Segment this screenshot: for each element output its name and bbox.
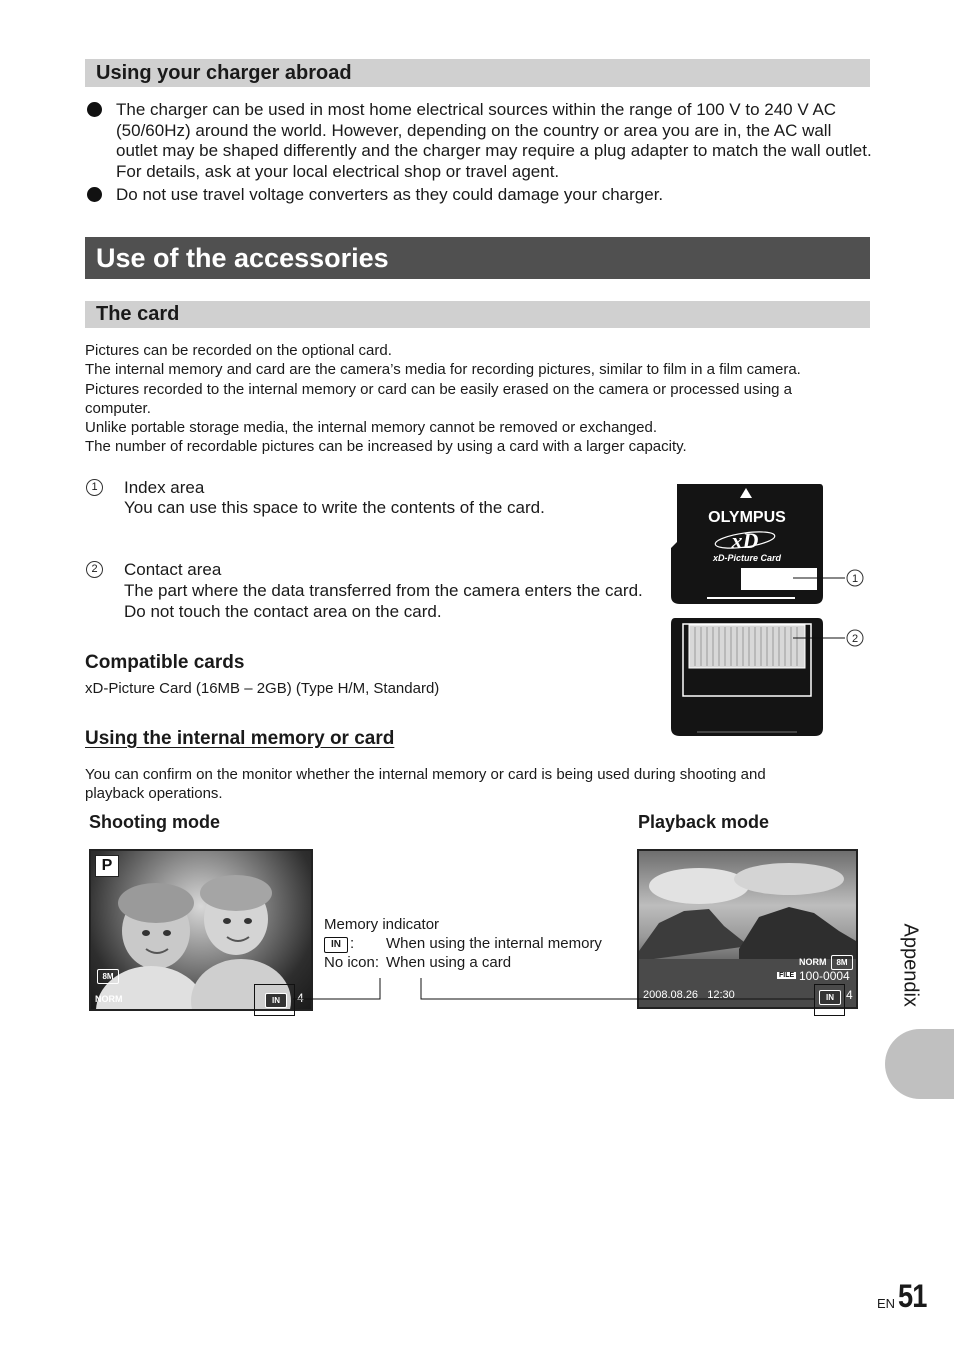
bullet-icon bbox=[87, 102, 102, 117]
no-icon-label: No icon: bbox=[324, 954, 380, 971]
appendix-tab[interactable] bbox=[885, 1029, 954, 1099]
compatible-heading: Compatible cards bbox=[85, 652, 245, 673]
contact-area-desc-line: Do not touch the contact area on the card. bbox=[124, 601, 442, 621]
section-title-bar bbox=[85, 237, 870, 279]
card-intro bbox=[85, 341, 875, 457]
callout-1-number: 1 bbox=[851, 573, 859, 585]
contact-area-desc bbox=[124, 581, 643, 622]
charger-heading-bar bbox=[85, 59, 870, 87]
charger-bullet-2 bbox=[85, 185, 875, 206]
memory-text-line: playback operations. bbox=[85, 785, 223, 803]
card-heading-bar bbox=[85, 301, 870, 328]
card-heading: The card bbox=[96, 303, 180, 325]
playback-picture-count: 4 bbox=[846, 988, 853, 1002]
memory-text-line: You can confirm on the monitor whether the internal memory or card is being used during shooting and bbox=[85, 766, 766, 783]
no-icon-desc: When using a card bbox=[386, 954, 512, 971]
card-intro-line: The number of recordable pictures can be increased by using a card with a larger capacity. bbox=[85, 438, 687, 456]
charger-bullet-1 bbox=[85, 100, 875, 183]
file-number: 100-0004 bbox=[799, 969, 850, 983]
shooting-picture-count: 4 bbox=[297, 991, 304, 1005]
item-number-1: 1 bbox=[86, 479, 103, 496]
item-number-2: 2 bbox=[86, 561, 103, 578]
playback-datetime: 2008.08.26 12:30 bbox=[643, 989, 735, 1001]
bullet-text: The charger can be used in most home electrical sources within the range of 100 V to 240 V AC (50/60Hz) around the world. However, depending on the country or area you are in, the AC wall outlet may be shaped differently and the charger may require a plug adapter to match the wall outlet. For details, ask at your local electrical shop or travel agent. bbox=[116, 100, 872, 182]
card-intro-line: The internal memory and card are the camera’s media for recording pictures, similar to film in a film camera. bbox=[85, 361, 801, 379]
playback-compression-icon: NORM bbox=[799, 957, 827, 967]
compatible-text: xD-Picture Card (16MB – 2GB) (Type H/M, Standard) bbox=[85, 680, 440, 697]
internal-memory-icon: IN bbox=[324, 937, 348, 953]
card-intro-line: computer. bbox=[85, 399, 151, 417]
image-size-icon: 8M bbox=[97, 969, 119, 984]
bullet-text: Do not use travel voltage converters as they could damage your charger. bbox=[116, 185, 664, 204]
index-area-desc: You can use this space to write the contents of the card. bbox=[124, 498, 545, 517]
playback-image-size-icon: 8M bbox=[831, 955, 853, 970]
playback-mode-label: Playback mode bbox=[638, 812, 770, 832]
index-area-title: Index area bbox=[124, 478, 205, 497]
shooting-indicator-highlight bbox=[254, 984, 295, 1016]
compression-icon: NORM bbox=[95, 994, 123, 1004]
page-number: 51 bbox=[898, 1278, 927, 1314]
card-intro-line: Pictures recorded to the internal memory or card can be easily erased on the camera or processed using a bbox=[85, 380, 793, 398]
playback-indicator-highlight bbox=[814, 984, 845, 1016]
xd-card-illustration bbox=[665, 478, 875, 743]
page-lang: EN bbox=[877, 1296, 896, 1311]
internal-memory-colon: : bbox=[350, 935, 355, 952]
memory-indicator-title: Memory indicator bbox=[324, 916, 440, 933]
playback-internal-memory-icon: IN bbox=[819, 990, 841, 1005]
callout-2-number: 2 bbox=[851, 633, 859, 645]
shooting-mode-label: Shooting mode bbox=[89, 812, 220, 832]
index-area-box bbox=[741, 568, 817, 590]
appendix-label: Appendix bbox=[899, 923, 922, 1007]
xd-logo: xD bbox=[731, 528, 759, 553]
contact-area-title: Contact area bbox=[124, 560, 222, 579]
shooting-mode-icon: P bbox=[95, 855, 119, 877]
card-intro-line: Pictures can be recorded on the optional card. bbox=[85, 342, 392, 359]
memory-heading: Using the internal memory or card bbox=[85, 728, 395, 749]
contact-area-desc-line: The part where the data transferred from the camera enters the card. bbox=[124, 581, 643, 600]
internal-memory-desc: When using the internal memory bbox=[386, 935, 602, 952]
shooting-internal-memory-icon: IN bbox=[265, 993, 287, 1008]
card-brand: OLYMPUS bbox=[708, 509, 786, 526]
contact-area bbox=[689, 625, 805, 668]
section-title: Use of the accessories bbox=[96, 243, 389, 273]
file-icon: FILE bbox=[779, 972, 795, 979]
charger-heading: Using your charger abroad bbox=[96, 62, 352, 84]
card-product-name: xD-Picture Card bbox=[712, 553, 782, 563]
bullet-icon bbox=[87, 187, 102, 202]
memory-text bbox=[85, 765, 875, 804]
card-intro-line: Unlike portable storage media, the internal memory cannot be removed or exchanged. bbox=[85, 419, 657, 437]
